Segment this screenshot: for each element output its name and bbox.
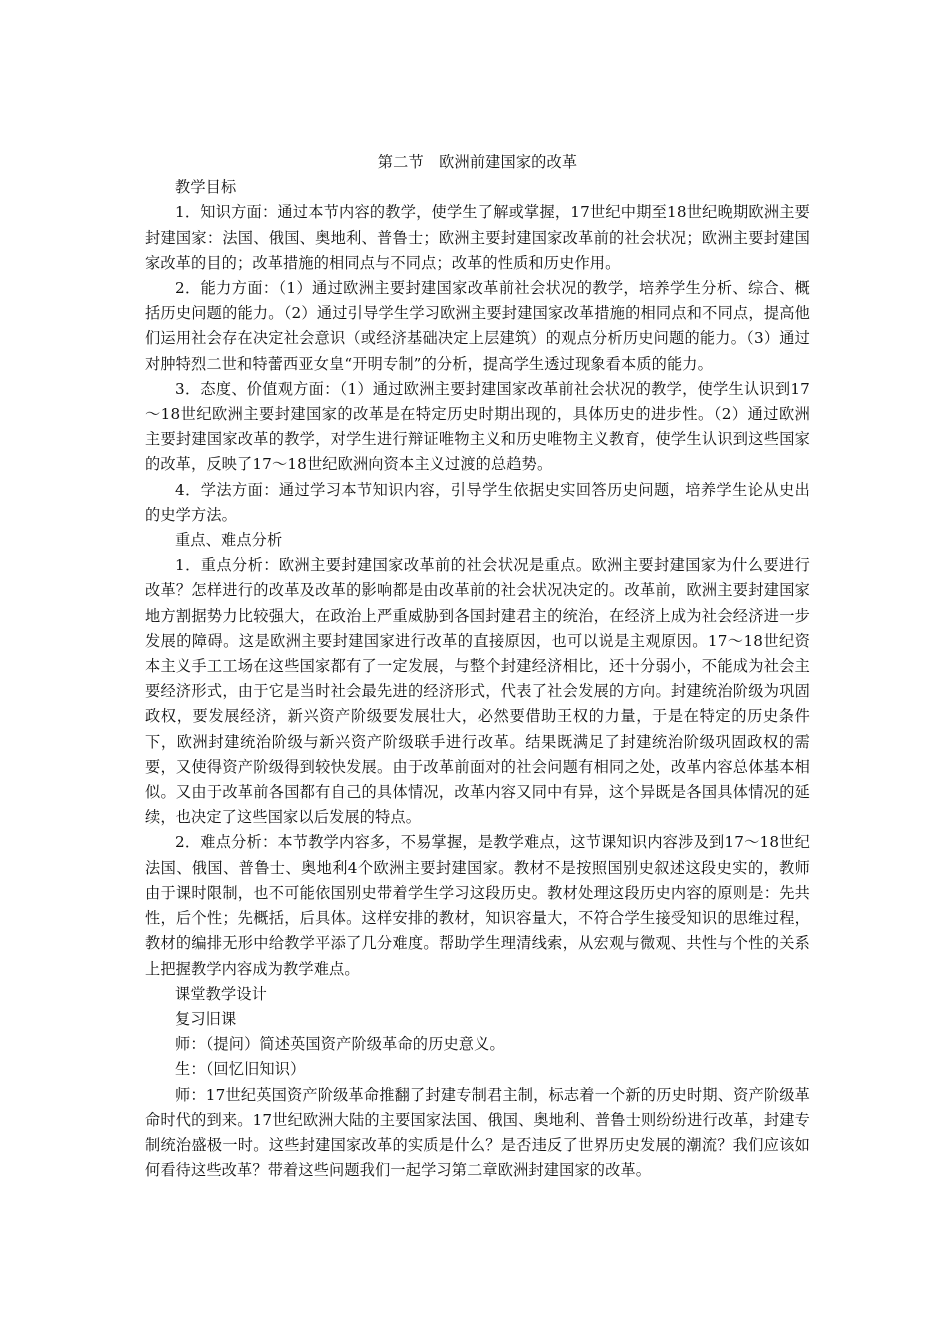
section-title: 第二节 欧洲前建国家的改革 — [377, 153, 578, 171]
analysis-heading: 重点、难点分析 — [175, 531, 283, 550]
document-page — [145, 150, 810, 1183]
dialogue-teacher-intro: 师：17世纪英国资产阶级革命推翻了封建专制君主制，标志着一个新的历史时期、资产阶级革命时代的到来。17世纪欧洲大陆的主要国家法国、俄国、奥地利、普鲁士则纷纷进行改革，封建专制统治盛极一时。这些封建国家改革的实质是什么？是否违反了世界历史发展的潮流？我们应该如何看待这些改革？带着这些问题我们一起学习第二章欧洲封建国家的改革。 — [145, 1085, 810, 1180]
design-heading: 课堂教学设计 — [175, 984, 268, 1003]
objectives-heading: 教学目标 — [175, 178, 237, 197]
dialogue-teacher-question: 师：（提问）简述英国资产阶级革命的历史意义。 — [175, 1035, 505, 1054]
objective-attitude: 3．态度、价值观方面：（1）通过欧洲主要封建国家改革前社会状况的教学，使学生认识到17～18世纪欧洲主要封建国家的改革是在特定历史时期出现的，具体历史的进步性。（2）通过欧洲主要封建国家改革的教学，对学生进行辩证唯物主义和历史唯物主义教育，使学生认识到这些国家的改革，反映了17～18世纪欧洲向资本主义过渡的总趋势。 — [145, 379, 810, 474]
objective-method: 4．学法方面：通过学习本节知识内容，引导学生依据史实回答历史问题，培养学生论从史出的史学方法。 — [145, 480, 810, 524]
objective-knowledge: 1．知识方面：通过本节内容的教学，使学生了解或掌握，17世纪中期至18世纪晚期欧洲主要封建国家：法国、俄国、奥地利、普鲁士；欧洲主要封建国家改革前的社会状况；欧洲主要封建国家改革的目的；改革措施的相同点与不同点；改革的性质和历史作用。 — [145, 203, 810, 272]
analysis-key-point: 1．重点分析：欧洲主要封建国家改革前的社会状况是重点。欧洲主要封建国家为什么要进行改革？怎样进行的改革及改革的影响都是由改革前的社会状况决定的。改革前，欧洲主要封建国家地方割据势力比较强大，在政治上严重威胁到各国封建君主的统治，在经济上成为社会经济进一步发展的障碍。这是欧洲主要封建国家进行改革的直接原因，也可以说是主观原因。17～18世纪资本主义手工工场在这些国家都有了一定发展，与整个封建经济相比，还十分弱小，不能成为社会主要经济形式，由于它是当时社会最先进的经济形式，代表了社会发展的方向。封建统治阶级为巩固政权，要发展经济，新兴资产阶级要发展壮大，必然要借助王权的力量，于是在特定的历史条件下，欧洲封建统治阶级与新兴资产阶级联手进行改革。结果既满足了封建统治阶级巩固政权的需要，又使得资产阶级得到较快发展。由于改革前面对的社会问题有相同之处，改革内容总体基本相似。又由于改革前各国都有自己的具体情况，改革内容又同中有异，这个异既是各国具体情况的延续，也决定了这些国家以后发展的特点。 — [145, 556, 810, 827]
objective-ability: 2．能力方面：（1）通过欧洲主要封建国家改革前社会状况的教学，培养学生分析、综合、概括历史问题的能力。（2）通过引导学生学习欧洲主要封建国家改革措施的相同点和不同点，提高他们运用社会存在决定社会意识（或经济基础决定上层建筑）的观点分析历史问题的能力。（3）通过对肿特烈二世和特蕾西亚女皇“开明专制”的分析，提高学生透过现象看本质的能力。 — [145, 279, 810, 373]
review-heading: 复习旧课 — [175, 1009, 237, 1028]
dialogue-student-reply: 生：（回忆旧知识） — [175, 1060, 306, 1079]
analysis-difficulty: 2．难点分析：本节教学内容多，不易掌握，是教学难点，这节课知识内容涉及到17～18世纪法国、俄国、普鲁士、奥地利4个欧洲主要封建国家。教材不是按照国别史叙述这段史实的，教师由于课时限制，也不可能依国别史带着学生学习这段历史。教材处理这段历史内容的原则是：先共性，后个性；先概括，后具体。这样安排的教材，知识容量大，不符合学生接受知识的思维过程，教材的编排无形中给教学平添了几分难度。帮助学生理清线索，从宏观与微观、共性与个性的关系上把握教学内容成为教学难点。 — [145, 833, 810, 978]
